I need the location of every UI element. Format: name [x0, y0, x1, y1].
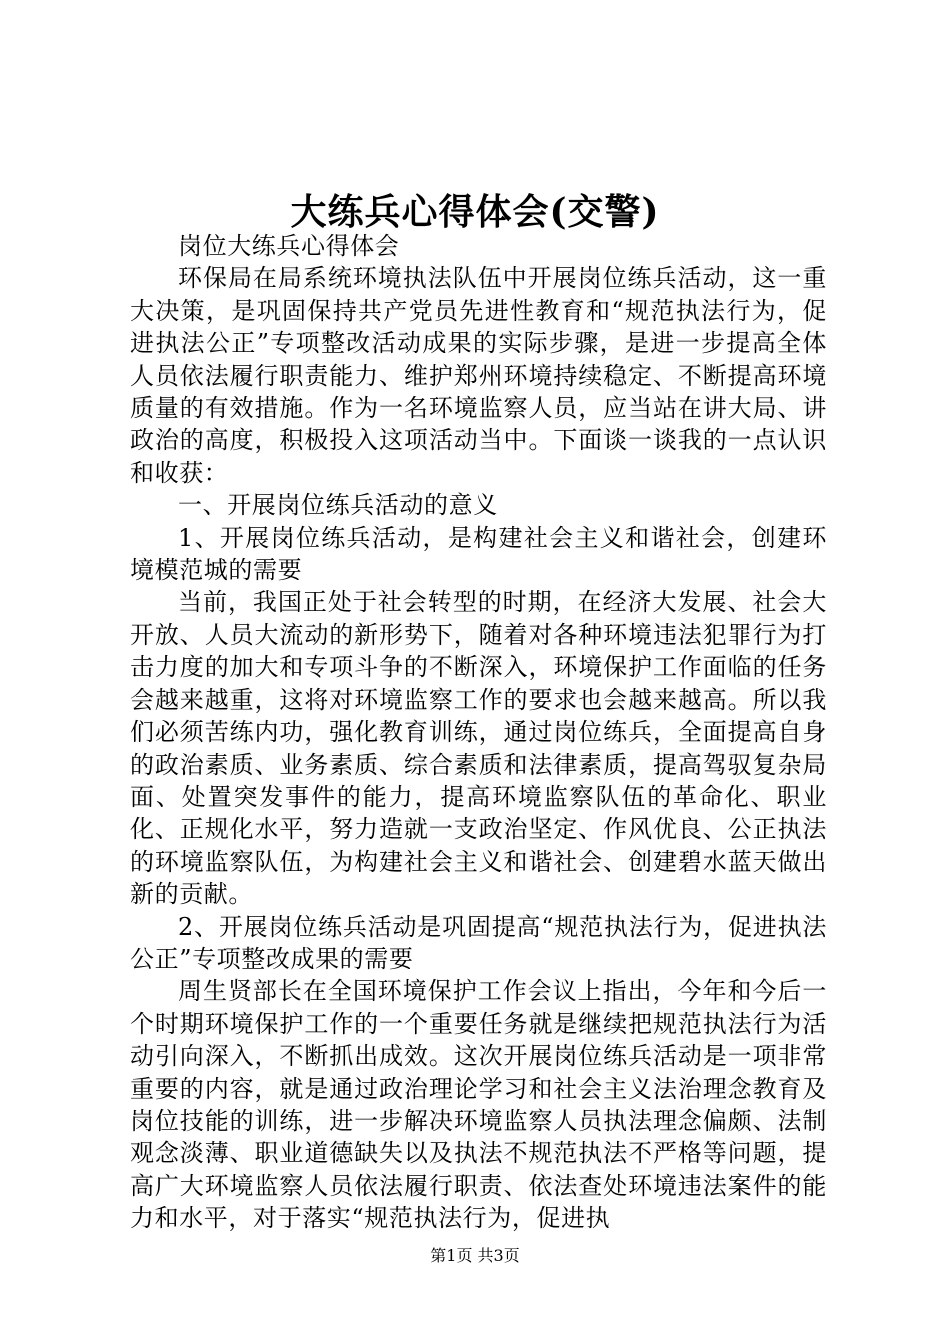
page-footer: 第1页 共3页 — [430, 1246, 520, 1265]
document-title: 大练兵心得体会(交警) — [290, 191, 660, 233]
subsection-heading: 1、开展岗位练兵活动，是构建社会主义和谐社会，创建环境模范城的需要 — [130, 523, 827, 585]
body-paragraph: 环保局在局系统环境执法队伍中开展岗位练兵活动，这一重大决策，是巩固保持共产党员先进性教育和“规范执法行为，促进执法公正”专项整改活动成果的实际步骤，是进一步提高全体人员依法履行职责能力、维护郑州环境持续稳定、不断提高环境质量的有效措施。作为一名环境监察人员，应当站在讲大局、讲政治的高度，积极投入这项活动当中。下面谈一谈我的一点认识和收获： — [130, 264, 827, 487]
body-paragraph: 周生贤部长在全国环境保护工作会议上指出，今年和今后一个时期环境保护工作的一个重要任务就是继续把规范执法行为活动引向深入，不断抓出成效。这次开展岗位练兵活动是一项非常重要的内容，就是通过政治理论学习和社会主义法治理念教育及岗位技能的训练，进一步解决环境监察人员执法理念偏颇、法制观念淡薄、职业道德缺失以及执法不规范执法不严格等问题，提高广大环境监察人员依法履行职责、依法查处环境违法案件的能力和水平，对于落实“规范执法行为，促进执 — [130, 977, 827, 1233]
subsection-heading: 2、开展岗位练兵活动是巩固提高“规范执法行为，促进执法公正”专项整改成果的需要 — [130, 912, 827, 973]
document-body — [130, 230, 827, 1235]
section-heading: 一、开展岗位练兵活动的意义 — [178, 491, 498, 520]
body-paragraph: 当前，我国正处于社会转型的时期，在经济大发展、社会大开放、人员大流动的新形势下，随着对各种环境违法犯罪行为打击力度的加大和专项斗争的不断深入，环境保护工作面临的任务会越来越重，这将对环境监察工作的要求也会越来越高。所以我们必须苦练内功，强化教育训练，通过岗位练兵，全面提高自身的政治素质、业务素质、综合素质和法律素质，提高驾驭复杂局面、处置突发事件的能力，提高环境监察队伍的革命化、职业化、正规化水平，努力造就一支政治坚定、作风优良、公正执法的环境监察队伍，为构建社会主义和谐社会、创建碧水蓝天做出新的贡献。 — [130, 588, 827, 909]
subtitle-paragraph: 岗位大练兵心得体会 — [178, 232, 400, 260]
